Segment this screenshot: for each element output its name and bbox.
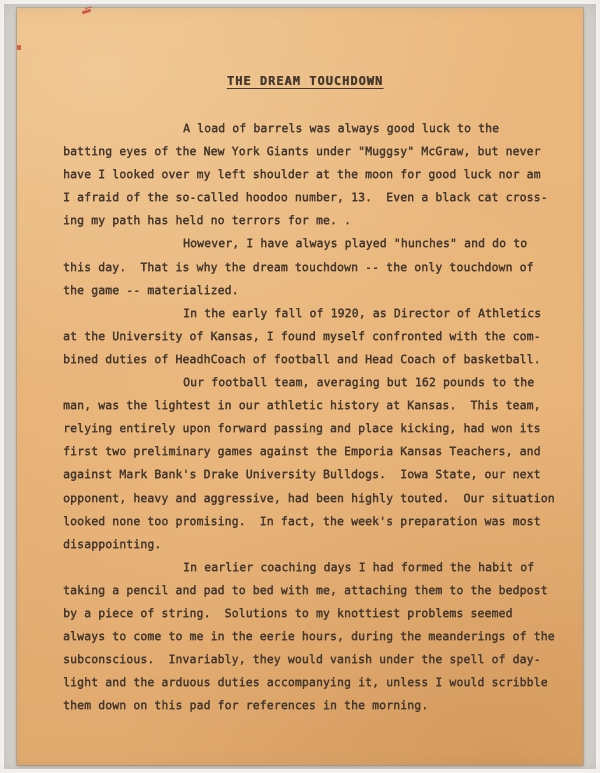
text-line: man, was the lightest in our athletic history at Kansas. This team,: [63, 398, 541, 413]
paragraph: [63, 117, 547, 232]
paragraph: [63, 556, 555, 718]
page-title: THE DREAM TOUCHDOWN: [226, 74, 384, 88]
text-line: the game -- materialized.: [63, 282, 239, 297]
text-line: against Mark Bank's Drake University Bulldogs. Iowa State, our next: [63, 467, 541, 482]
text-line: subconscious. Invariably, they would vanish under the spell of day-: [63, 652, 541, 667]
text-line: In earlier coaching days I had formed the habit of: [183, 559, 535, 574]
text-line: have I looked over my left shoulder at the moon for good luck nor am: [63, 167, 541, 182]
paragraph: [63, 302, 547, 371]
paragraphs-container: [63, 117, 555, 717]
text-line: A load of barrels was always good luck to the: [183, 121, 500, 135]
text-line: looked none too promising. In fact, the week's preparation was most: [63, 513, 541, 528]
text-line: Our football team, averaging but 162 pounds to the: [183, 375, 535, 390]
text-line: taking a pencil and pad to bed with me, attaching them to the bedpost: [63, 582, 548, 597]
red-ink-mark-left: [17, 45, 21, 50]
paragraph: [63, 232, 547, 301]
text-line: first two preliminary games against the Emporia Kansas Teachers, and: [63, 444, 541, 459]
text-line: However, I have always played "hunches" and do to: [183, 236, 528, 251]
text-line: opponent, heavy and aggressive, had been highly touted. Our situation: [63, 490, 555, 505]
text-line: them down on this pad for references in the morning.: [63, 698, 429, 713]
text-line: relying entirely upon forward passing and place kicking, had won its: [63, 421, 541, 436]
paper-page: [17, 8, 583, 765]
text-line: this day. That is why the dream touchdown -- the only touchdown of: [63, 259, 534, 274]
text-line: always to come to me in the eerie hours, during the meanderings of the: [63, 629, 555, 644]
text-line: bined duties of HeadhCoach of football and Head Coach of basketball.: [63, 351, 541, 366]
text-line: at the University of Kansas, I found myself confronted with the com-: [63, 328, 541, 343]
text-line: batting eyes of the New York Giants under "Muggsy" McGraw, but never: [63, 144, 541, 159]
text-line: by a piece of string. Solutions to my knottiest problems seemed: [63, 605, 513, 620]
text-body: [63, 74, 555, 717]
text-line: ing my path has held no terrors for me. .: [63, 213, 351, 228]
text-line: disappointing.: [63, 536, 162, 551]
text-line: I afraid of the so-called hoodoo number, 13. Even a black cat cross-: [63, 190, 548, 205]
paragraph: [63, 371, 555, 556]
text-line: In the early fall of 1920, as Director of Athletics: [183, 305, 542, 320]
text-line: light and the arduous duties accompanying it, unless I would scribble: [63, 675, 548, 690]
